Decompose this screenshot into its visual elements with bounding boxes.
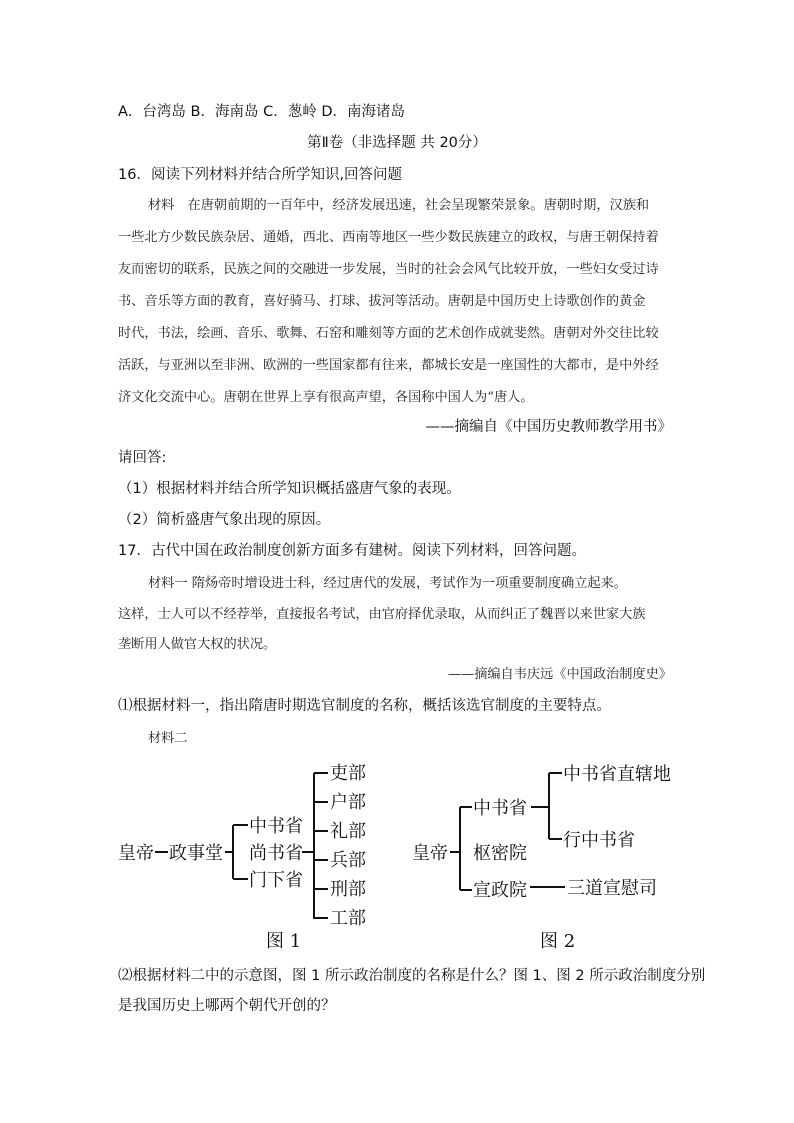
q17-sub1: ⑴根据材料一，指出隋唐时期选官制度的名称，概括该选官制度的主要特点。 (118, 698, 611, 714)
fig1-sheng: 中书省 (249, 816, 303, 837)
q16-material-line: 时代，书法，绘画、音乐、歌舞、石窑和雕刻等方面的艺术创作成就斐然。唐朝对外交往比较 (118, 326, 659, 341)
fig2-org: 枢密院 (473, 843, 527, 864)
q16-material-line: 材料 在唐朝前期的一百年中，经济发展迅速，社会呈现繁荣景象。唐朝时期，汉族和 (148, 198, 650, 213)
fig1-bu: 工部 (330, 908, 366, 929)
fig1-bu: 户部 (330, 792, 366, 813)
fig2-child: 中书省直辖地 (563, 764, 671, 785)
fig2-org: 中书省 (473, 798, 527, 819)
fig1-hall: 政事堂 (169, 843, 223, 864)
q17-material-line: 这样，士人可以不经荐举，直接报名考试，由官府择优录取，从而纠正了魏晋以来世家大族 (118, 607, 646, 622)
fig1-bu: 刑部 (330, 879, 366, 900)
q17-material-line: 材料一 隋炀帝时增设进士科，经过唐代的发展，考试作为一项重要制度确立起来。 (148, 576, 627, 591)
section-title: 第Ⅱ卷（非选择题 共 20分） (307, 135, 487, 151)
q17-source: ——摘编自韦庆远《中国政治制度史》 (447, 667, 672, 682)
fig2-child: 行中书省 (563, 830, 635, 851)
fig1-bu: 兵部 (330, 850, 366, 871)
q16-material-line: 活跃，与亚洲以至非洲、欧洲的一些国家都有往来，都城长安是一座国性的大都市，是中外经 (118, 358, 659, 373)
q16-sub1: （1）根据材料并结合所学知识概括盛唐气象的表现。 (118, 481, 461, 497)
fig2-caption: 图 2 (540, 931, 576, 952)
q17-stem: 17．古代中国在政治制度创新方面多有建树。阅读下列材料，回答问题。 (118, 543, 586, 559)
answer-options: A．台湾岛 B．海南岛 C．葱岭 D．南海诸岛 (118, 104, 405, 120)
fig1-sheng: 尚书省 (249, 843, 303, 864)
q16-material-line: 济文化交流中心。唐朝在世界上享有很高声望，各国称中国人为“唐人。 (118, 390, 534, 405)
q16-prompt: 请回答: (118, 450, 167, 466)
fig1-caption: 图 1 (266, 931, 302, 952)
q16-stem: 16．阅读下列材料并结合所学知识,回答问题 (118, 167, 403, 183)
q16-source: ——摘编自《中国历史教师教学用书》 (425, 419, 672, 435)
material2-label: 材料二 (148, 731, 188, 746)
fig2-org: 宣政院 (473, 880, 527, 901)
fig1-bu: 吏部 (330, 763, 366, 784)
fig1-sheng: 门下省 (249, 870, 303, 891)
q17-material-line: 垄断用人做官大权的状况。 (118, 637, 277, 652)
q16-material-line: 一些北方少数民族杂居、通婚，西北、西南等地区一些少数民族建立的政权，与唐王朝保持着 (118, 230, 659, 245)
fig2-emperor: 皇帝 (412, 843, 448, 864)
figure-2 (450, 773, 565, 890)
political-system-diagrams (0, 755, 794, 955)
q17-sub2-line: 是我国历史上哪两个朝代开创的？ (118, 998, 336, 1014)
fig1-bu: 礼部 (330, 821, 366, 842)
fig2-child: 三道宣慰司 (567, 878, 657, 899)
q17-sub2-line: ⑵根据材料二中的示意图，图 1 所示政治制度的名称是什么？图 1、图 2 所示政治制度分别 (118, 968, 706, 984)
q16-material-line: 友而密切的联系，民族之间的交融进一步发展，当时的社会会风气比较开放，一些妇女受过诗 (118, 262, 659, 277)
q16-material-line: 书、音乐等方面的教育，喜好骑马、打球、拔河等活动。唐朝是中国历史上诗歌创作的黄金 (118, 294, 646, 309)
fig1-emperor: 皇帝 (118, 843, 154, 864)
q16-sub2: （2）简析盛唐气象出现的原因。 (118, 512, 331, 528)
